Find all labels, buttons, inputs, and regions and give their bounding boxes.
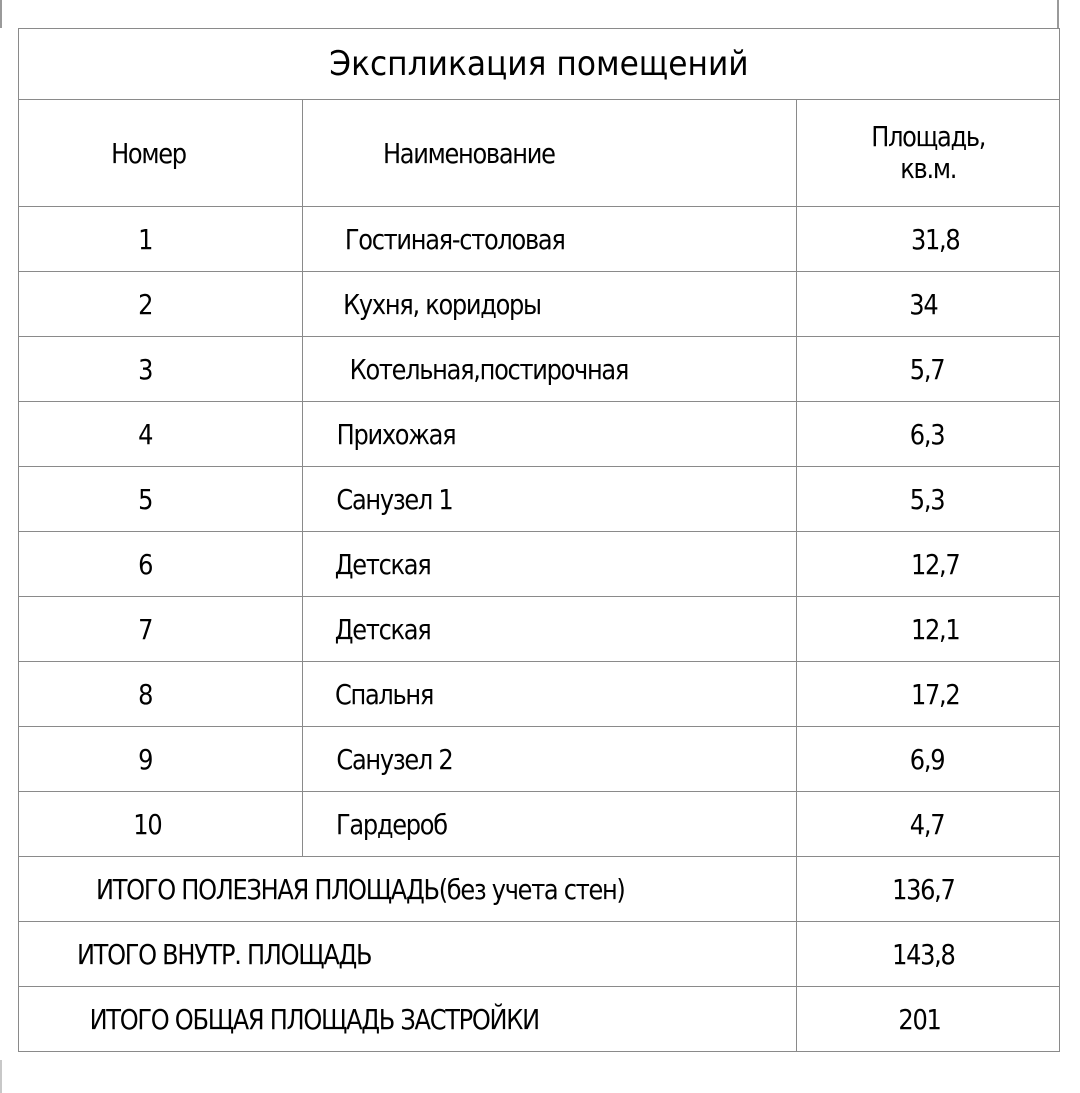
room-number: 5: [138, 482, 153, 516]
room-number-cell: [19, 662, 303, 727]
room-area-cell: [797, 402, 1060, 467]
room-number: 4: [138, 417, 153, 451]
total-area: 136,7: [892, 872, 955, 906]
frame-edge-line: [1057, 0, 1059, 28]
table-title: Экспликация помещений: [329, 44, 749, 84]
room-name: Спальня: [334, 677, 434, 711]
room-area-cell: [797, 337, 1060, 402]
room-number: 1: [138, 222, 153, 256]
room-area: 34: [909, 287, 938, 321]
room-area-cell: [797, 727, 1060, 792]
table-title-row: [19, 29, 1060, 100]
header-number-cell: [19, 100, 303, 207]
room-explication-table: [18, 28, 1060, 1052]
room-name: Гардероб: [336, 807, 447, 841]
total-area: 201: [898, 1002, 941, 1036]
room-number-cell: [19, 207, 303, 272]
room-name: Детская: [334, 547, 431, 581]
room-name-cell: [303, 727, 797, 792]
total-area-cell: [797, 987, 1060, 1052]
room-number: 7: [138, 612, 153, 646]
room-number-cell: [19, 467, 303, 532]
room-number: 6: [138, 547, 153, 581]
frame-edge-line: [0, 0, 2, 28]
total-label-cell: [19, 857, 797, 922]
room-name-cell: [303, 272, 797, 337]
room-number-cell: [19, 597, 303, 662]
room-area: 17,2: [910, 677, 960, 711]
room-area-cell: [797, 467, 1060, 532]
total-area-cell: [797, 922, 1060, 987]
header-name-cell: [303, 100, 797, 207]
total-area: 143,8: [892, 937, 955, 971]
room-number-cell: [19, 272, 303, 337]
header-name: Наименование: [382, 136, 555, 170]
table-row: [19, 402, 1060, 467]
room-name-cell: [303, 532, 797, 597]
room-name-cell: [303, 402, 797, 467]
total-label: ИТОГО ВНУТР. ПЛОЩАДЬ: [76, 937, 372, 971]
room-number-cell: [19, 727, 303, 792]
total-label-cell: [19, 987, 797, 1052]
room-name: Прихожая: [336, 417, 456, 451]
room-number: 3: [138, 352, 153, 386]
room-name-cell: [303, 597, 797, 662]
frame-edge-line: [0, 1060, 2, 1093]
room-area: 4,7: [909, 807, 945, 841]
header-area-line2: кв.м.: [900, 152, 956, 185]
room-area: 6,9: [909, 742, 945, 776]
room-number: 9: [138, 742, 153, 776]
room-number: 2: [138, 287, 153, 321]
room-area: 5,3: [909, 482, 945, 516]
room-number-cell: [19, 792, 303, 857]
room-area-cell: [797, 792, 1060, 857]
room-number-cell: [19, 337, 303, 402]
total-row: [19, 987, 1060, 1052]
room-area-cell: [797, 532, 1060, 597]
header-area-cell: [797, 100, 1060, 207]
room-name-cell: [303, 337, 797, 402]
header-number: Номер: [111, 136, 186, 170]
table-row: [19, 532, 1060, 597]
room-name: Кухня, коридоры: [343, 287, 541, 321]
room-area: 12,1: [910, 612, 960, 646]
room-area: 12,7: [910, 547, 960, 581]
table-row: [19, 337, 1060, 402]
room-number: 10: [133, 807, 162, 841]
table-row: [19, 467, 1060, 532]
header-area-line1: Площадь,: [871, 120, 985, 153]
room-area: 5,7: [909, 352, 945, 386]
room-name-cell: [303, 467, 797, 532]
room-name: Санузел 2: [336, 742, 453, 776]
room-number-cell: [19, 532, 303, 597]
table-row: [19, 597, 1060, 662]
total-label: ИТОГО ОБЩАЯ ПЛОЩАДЬ ЗАСТРОЙКИ: [89, 1002, 539, 1036]
table-row: [19, 792, 1060, 857]
total-area-cell: [797, 857, 1060, 922]
table-row: [19, 272, 1060, 337]
table-row: [19, 727, 1060, 792]
table-row: [19, 662, 1060, 727]
room-name-cell: [303, 792, 797, 857]
room-number-cell: [19, 402, 303, 467]
room-area-cell: [797, 662, 1060, 727]
table-header-row: [19, 100, 1060, 207]
room-name: Санузел 1: [336, 482, 453, 516]
table-row: [19, 207, 1060, 272]
table-title-cell: [19, 29, 1060, 100]
room-number: 8: [138, 677, 153, 711]
room-name: Детская: [334, 612, 431, 646]
room-name-cell: [303, 662, 797, 727]
room-name: Гостиная-столовая: [344, 222, 565, 256]
room-name-cell: [303, 207, 797, 272]
total-label-cell: [19, 922, 797, 987]
total-label: ИТОГО ПОЛЕЗНАЯ ПЛОЩАДЬ(без учета стен): [96, 872, 625, 906]
room-name: Котельная,постирочная: [349, 352, 629, 386]
room-area: 6,3: [909, 417, 945, 451]
room-area-cell: [797, 207, 1060, 272]
total-row: [19, 922, 1060, 987]
room-area-cell: [797, 272, 1060, 337]
room-area: 31,8: [910, 222, 960, 256]
total-row: [19, 857, 1060, 922]
room-area-cell: [797, 597, 1060, 662]
